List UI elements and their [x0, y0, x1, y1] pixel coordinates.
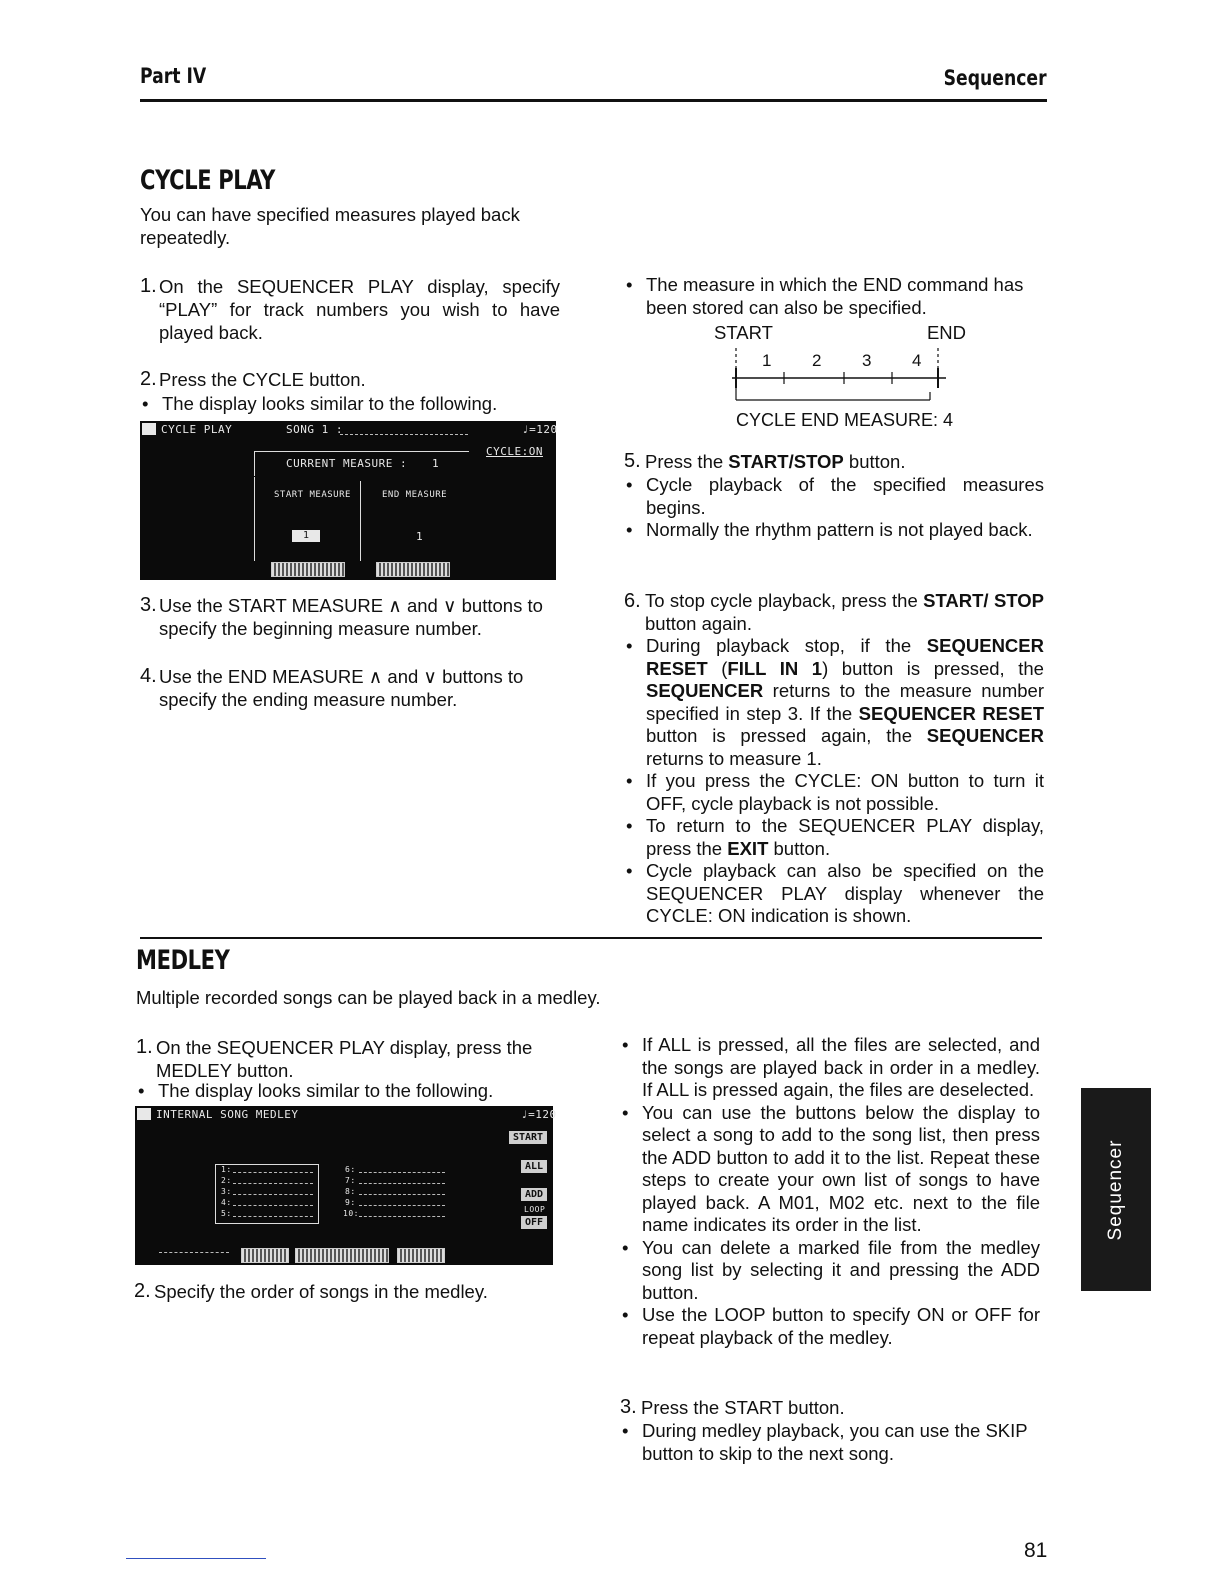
- medley-slot: 2:: [221, 1176, 232, 1185]
- list-item: [624, 635, 1044, 770]
- display-title: CYCLE PLAY: [161, 423, 233, 436]
- step-text: On the SEQUENCER PLAY display, specify “PLAY” for track numbers you wish to have played back.: [159, 276, 560, 343]
- list-item: • Cycle playback can also be specified on the SEQUENCER PLAY display whenever the CYCLE: ON indication is shown.: [624, 860, 1044, 928]
- list-item: • You can delete a marked file from the medley song list by selecting it and pressing the ADD button.: [620, 1237, 1040, 1305]
- loop-off-button[interactable]: OFF: [521, 1216, 547, 1229]
- medley-slot: 1:: [221, 1165, 232, 1174]
- step-number: 2.: [140, 368, 157, 390]
- medley-slot: 6:: [345, 1165, 356, 1174]
- list-item: • During medley playback, you can use the SKIP button to skip to the next song.: [620, 1420, 1040, 1465]
- step-text: Use the START MEASURE ∧ and ∨ buttons to specify the beginning measure number.: [159, 595, 543, 639]
- list-item: • Use the LOOP button to specify ON or OFF for repeat playback of the medley.: [620, 1304, 1040, 1349]
- list-item: • You can use the buttons below the display to select a song to add to the song list, then press the ADD button to add it to the list. Repeat these steps to create your own list of songs to have played back. A M01, M02 etc. next to the file name indicates its order in the list.: [620, 1102, 1040, 1237]
- text: ) button is pressed, the: [822, 657, 1044, 679]
- text-bold: SEQUENCER RESET: [646, 635, 1044, 679]
- step-number: 3.: [620, 1396, 637, 1418]
- medley-right-bullets: [620, 1034, 1040, 1349]
- cycle-step-4: [140, 665, 560, 711]
- text: To return to the SEQUENCER PLAY display, press the: [646, 815, 1044, 859]
- all-button[interactable]: ALL: [521, 1160, 547, 1173]
- cycle-step-2: [140, 368, 560, 391]
- section-rule: [140, 937, 1042, 939]
- cycle-on-indicator: CYCLE:ON: [486, 445, 543, 458]
- step-text-pre: To stop cycle playback, press the: [645, 590, 924, 611]
- medley-intro: Multiple recorded songs can be played back in a medley.: [136, 987, 601, 1008]
- part-label: Part IV: [140, 64, 207, 88]
- cycle-step-1: [140, 275, 560, 344]
- medley-title: MEDLEY: [136, 945, 230, 976]
- step-text-post: button.: [843, 451, 906, 472]
- step-text: Use the END MEASURE ∧ and ∨ buttons to specify the ending measure number.: [159, 666, 524, 710]
- start-button[interactable]: START: [509, 1131, 547, 1144]
- text: button is pressed again, the: [646, 725, 927, 746]
- header-rule: [140, 99, 1047, 102]
- diagram-start-label: START: [714, 322, 773, 343]
- text-bold: SEQUENCER RESET: [858, 702, 1044, 724]
- step-text: Press the CYCLE button.: [159, 369, 366, 390]
- medley-slot: 5:: [221, 1209, 232, 1218]
- medley-step-1-bullets: [136, 1080, 558, 1103]
- side-tab-label: Sequencer: [1105, 1139, 1126, 1241]
- list-item: • The display looks similar to the following.: [140, 393, 560, 416]
- medley-slot: 7:: [345, 1176, 356, 1185]
- measure-label: 4: [912, 351, 922, 370]
- step-text-pre: Press the: [645, 451, 729, 472]
- measure-label: 1: [762, 351, 772, 370]
- medley-display: [135, 1106, 557, 1265]
- text-bold: SEQUENCER: [646, 680, 764, 701]
- step-text: Specify the order of songs in the medley.: [154, 1281, 488, 1302]
- text: button.: [768, 837, 831, 859]
- diagram-caption: CYCLE END MEASURE: 4: [736, 410, 954, 430]
- medley-step-1: [136, 1036, 558, 1082]
- step-number: 3.: [140, 594, 157, 616]
- cycle-play-title: CYCLE PLAY: [140, 165, 276, 196]
- start-measure-buttons[interactable]: [271, 562, 345, 577]
- list-item: • The measure in which the END command has been stored can also be specified.: [624, 274, 1044, 319]
- display-tempo: ♩=120: [521, 1108, 557, 1121]
- cycle-step-6: [624, 590, 1044, 635]
- list-item: • If ALL is pressed, all the files are selected, and the songs are played back in order in a medley. If ALL is pressed again, the files are deselected.: [620, 1034, 1040, 1102]
- measure-ruler: [714, 344, 966, 404]
- medley-step-3: [620, 1396, 1040, 1419]
- medley-step-2: [134, 1280, 556, 1303]
- step-number: 5.: [624, 450, 641, 472]
- list-item: • The display looks similar to the following.: [136, 1080, 558, 1103]
- step-number: 4.: [140, 665, 157, 687]
- measure-label: 3: [862, 351, 872, 370]
- current-measure-label: CURRENT MEASURE :: [286, 457, 408, 470]
- display-tempo: ♩=120: [522, 423, 558, 436]
- list-item: • Normally the rhythm pattern is not played back.: [624, 519, 1044, 542]
- text-bold: EXIT: [727, 837, 769, 859]
- step-number: 6.: [624, 590, 641, 612]
- song-select-button[interactable]: [241, 1248, 289, 1263]
- text: returns to measure 1.: [646, 747, 822, 769]
- medley-slot: 10:: [343, 1209, 359, 1218]
- step-text-bold: START/STOP: [728, 451, 844, 472]
- diagram-end-label: END: [926, 322, 966, 343]
- medley-slot: 9:: [345, 1198, 356, 1207]
- text: (: [707, 657, 728, 679]
- song-select-button[interactable]: [397, 1248, 445, 1263]
- cycle-play-intro: You can have specified measures played back repeatedly.: [140, 204, 520, 248]
- add-button[interactable]: ADD: [521, 1188, 547, 1201]
- start-measure-value[interactable]: 1: [292, 530, 320, 542]
- cycle-right-bullets: [624, 274, 1044, 319]
- song-select-button[interactable]: [295, 1248, 389, 1263]
- cycle-step-5: [624, 450, 1044, 473]
- end-measure-value: 1: [416, 530, 424, 543]
- medley-slot: 3:: [221, 1187, 232, 1196]
- step-number: 1.: [136, 1036, 153, 1058]
- display-icon: [137, 1108, 151, 1120]
- step-text: On the SEQUENCER PLAY display, press the MEDLEY button.: [156, 1037, 533, 1081]
- step-number: 1.: [140, 275, 157, 297]
- measure-label: 2: [812, 351, 822, 370]
- cycle-end-diagram: [714, 320, 966, 432]
- text-bold: SEQUENCER: [926, 725, 1044, 746]
- cycle-step-6-bullets: [624, 635, 1044, 928]
- step-text-post: button again.: [645, 612, 752, 634]
- display-song: SONG 1 :: [286, 423, 343, 436]
- current-measure-value: 1: [432, 457, 440, 470]
- cycle-step-5-bullets: [624, 474, 1044, 542]
- step-text: Press the START button.: [641, 1397, 845, 1418]
- text: returns to the measure number specified in step 3. If the: [646, 680, 1044, 724]
- cycle-step-2-bullets: [140, 393, 560, 416]
- end-measure-buttons[interactable]: [376, 562, 450, 577]
- medley-step-3-bullets: [620, 1420, 1040, 1465]
- list-item: [624, 815, 1044, 860]
- medley-slot: 8:: [345, 1187, 356, 1196]
- step-number: 2.: [134, 1280, 151, 1302]
- display-title: INTERNAL SONG MEDLEY: [156, 1108, 299, 1121]
- text-bold: FILL IN 1: [727, 657, 823, 679]
- display-icon: [142, 423, 156, 435]
- cycle-play-display: [140, 421, 556, 580]
- loop-label: LOOP: [524, 1205, 546, 1214]
- step-text-bold: STOP: [993, 590, 1045, 611]
- footer-rule: [126, 1558, 266, 1559]
- chapter-label: Sequencer: [944, 66, 1047, 90]
- end-measure-label: END MEASURE: [382, 490, 448, 500]
- page-number: 81: [1024, 1539, 1048, 1562]
- list-item: • Cycle playback of the specified measures begins.: [624, 474, 1044, 519]
- list-item: • If you press the CYCLE: ON button to turn it OFF, cycle playback is not possible.: [624, 770, 1044, 815]
- start-measure-label: START MEASURE: [274, 490, 351, 500]
- step-text-bold: START/: [923, 590, 989, 611]
- medley-slot: 4:: [221, 1198, 232, 1207]
- cycle-step-3: [140, 594, 560, 640]
- text: During playback stop, if the: [646, 635, 927, 656]
